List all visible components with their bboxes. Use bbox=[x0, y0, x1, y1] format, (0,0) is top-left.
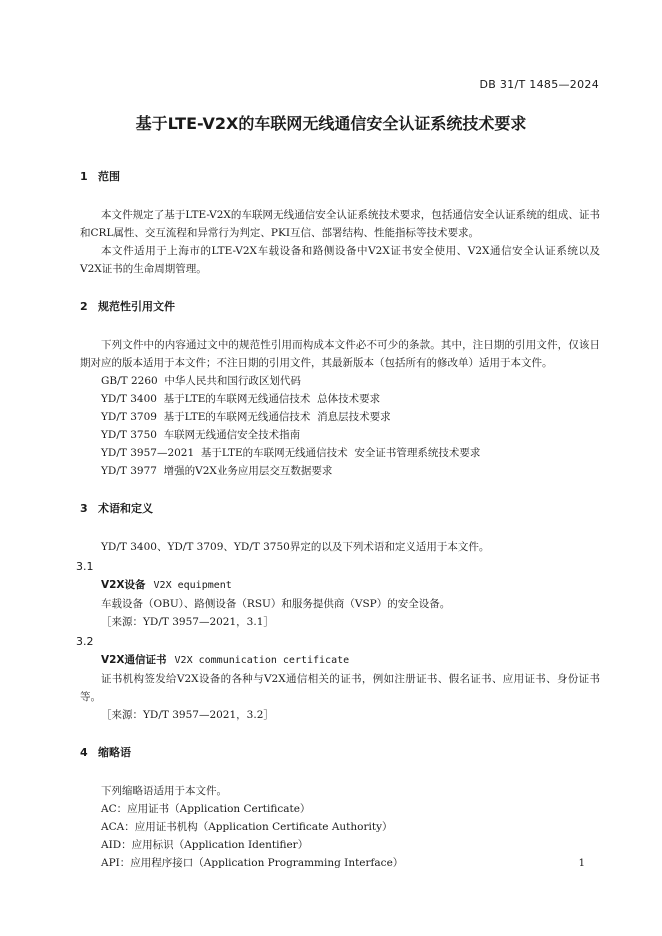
term-zh: V2X设备 bbox=[101, 579, 146, 591]
reference-code: YD/T 3400 bbox=[101, 393, 157, 405]
term-en: V2X communication certificate bbox=[174, 655, 350, 666]
section-heading-normative-references bbox=[80, 298, 600, 316]
reference-item bbox=[80, 462, 600, 480]
paragraph: 下列缩略语适用于本文件。 bbox=[101, 785, 227, 797]
reference-name: 车联网无线通信安全技术指南 bbox=[163, 429, 301, 441]
section-heading-scope bbox=[80, 168, 600, 186]
section-number: 1 bbox=[80, 170, 88, 183]
section-title: 术语和定义 bbox=[98, 502, 153, 515]
term-en: V2X equipment bbox=[153, 580, 232, 591]
reference-code: YD/T 3957—2021 bbox=[101, 447, 195, 459]
paragraph: YD/T 3400、YD/T 3709、YD/T 3750界定的以及下列术语和定义适用于本文件。 bbox=[101, 541, 490, 553]
section-heading-terms-definitions bbox=[80, 500, 600, 518]
reference-code: YD/T 3977 bbox=[101, 465, 157, 477]
term-source: ［来源：YD/T 3957—2021，3.1］ bbox=[101, 616, 274, 628]
term-title bbox=[80, 651, 600, 670]
term-definition: 车载设备（OBU）、路侧设备（RSU）和服务提供商（VSP）的安全设备。 bbox=[101, 598, 451, 610]
reference-name: 中华人民共和国行政区划代码 bbox=[164, 375, 301, 387]
abbreviation-item: AC：应用证书（Application Certificate） bbox=[101, 803, 311, 815]
section-title: 规范性引用文件 bbox=[98, 300, 175, 313]
reference-item bbox=[80, 426, 600, 444]
document-body bbox=[76, 168, 600, 872]
paragraph: 本文件适用于上海市的LTE-V2X车载设备和路侧设备中V2X证书安全使用、V2X通信安全认证系统以及V2X证书的生命周期管理。 bbox=[80, 245, 600, 275]
section-number: 4 bbox=[80, 746, 88, 759]
section-title: 缩略语 bbox=[98, 746, 131, 759]
section-number: 2 bbox=[80, 300, 88, 313]
section-title: 范围 bbox=[98, 170, 120, 183]
abbreviation-item: API：应用程序接口（Application Programming Interface） bbox=[101, 857, 404, 869]
reference-code: YD/T 3709 bbox=[101, 411, 157, 423]
term-definition: 证书机构签发给V2X设备的各种与V2X通信相关的证书，例如注册证书、假名证书、应用证书、身份证书等。 bbox=[80, 673, 600, 703]
abbreviation-item: AID：应用标识（Application Identifier） bbox=[101, 839, 309, 851]
reference-name: 基于LTE的车联网无线通信技术 总体技术要求 bbox=[163, 393, 381, 405]
paragraph: 本文件规定了基于LTE-V2X的车联网无线通信安全认证系统技术要求，包括通信安全认证系统的组成、证书和CRL属性、交互流程和异常行为判定、PKI互信、部署结构、性能指标等技术要求。 bbox=[80, 209, 600, 239]
reference-item bbox=[80, 372, 600, 390]
page-number: 1 bbox=[578, 858, 585, 869]
paragraph: 下列文件中的内容通过文中的规范性引用而构成本文件必不可少的条款。其中，注日期的引用文件，仅该日期对应的版本适用于本文件；不注日期的引用文件，其最新版本（包括所有的修改单）适用于本文件。 bbox=[80, 339, 600, 369]
term-zh: V2X通信证书 bbox=[101, 654, 167, 666]
term-title bbox=[80, 576, 600, 595]
reference-name: 增强的V2X业务应用层交互数据要求 bbox=[163, 465, 333, 477]
reference-code: GB/T 2260 bbox=[101, 375, 158, 387]
reference-item bbox=[80, 444, 600, 462]
term-number: 3.1 bbox=[76, 560, 94, 573]
term-source: ［来源：YD/T 3957—2021，3.2］ bbox=[101, 709, 274, 721]
section-number: 3 bbox=[80, 502, 88, 515]
standard-code: DB 31/T 1485—2024 bbox=[479, 78, 599, 91]
reference-code: YD/T 3750 bbox=[101, 429, 157, 441]
reference-item bbox=[80, 390, 600, 408]
term-number: 3.2 bbox=[76, 635, 94, 648]
reference-name: 基于LTE的车联网无线通信技术 安全证书管理系统技术要求 bbox=[200, 447, 481, 459]
reference-name: 基于LTE的车联网无线通信技术 消息层技术要求 bbox=[163, 411, 391, 423]
abbreviation-item: ACA：应用证书机构（Application Certificate Authority） bbox=[101, 821, 393, 833]
document-title: 基于LTE-V2X的车联网无线通信安全认证系统技术要求 bbox=[135, 114, 527, 133]
reference-item bbox=[80, 408, 600, 426]
section-heading-abbreviations bbox=[80, 744, 600, 762]
